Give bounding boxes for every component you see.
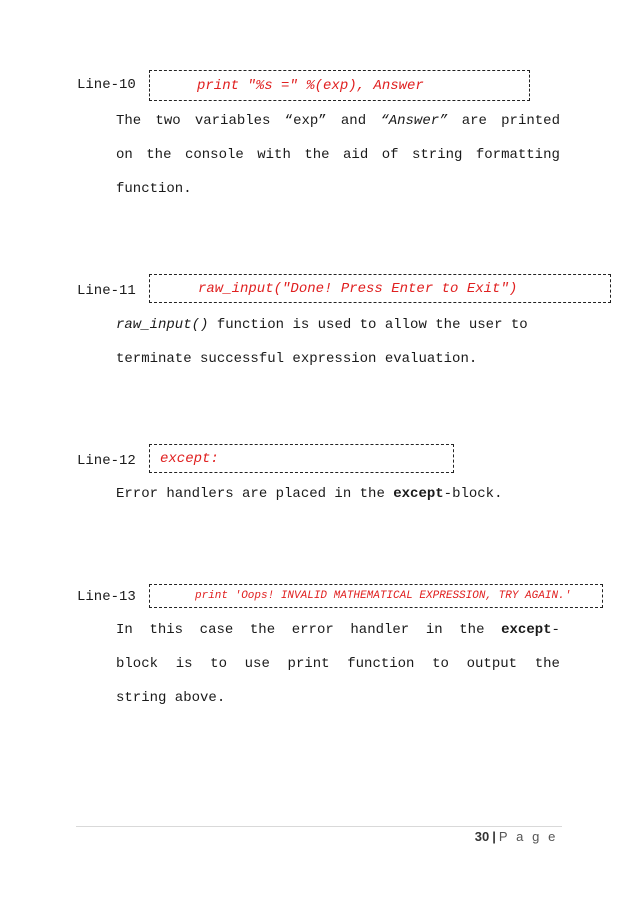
line-11-code: raw_input("Done! Press Enter to Exit") bbox=[198, 280, 518, 297]
line-11-code-box bbox=[149, 274, 611, 303]
line-10-code-box bbox=[149, 70, 530, 101]
line-11-label: Line-11 bbox=[77, 283, 136, 299]
line-13-text-1: In this case the error handler in the except- bbox=[116, 622, 560, 638]
line-12-label: Line-12 bbox=[77, 453, 136, 469]
raw-input-code: raw_input() bbox=[116, 317, 209, 333]
line-13-label: Line-13 bbox=[77, 589, 136, 605]
line-10-text-3: function. bbox=[116, 181, 192, 197]
line-11-text-1: raw_input() function is used to allow the user to bbox=[116, 317, 528, 333]
page-number: 30 bbox=[474, 829, 490, 844]
line-12-code: except: bbox=[160, 450, 219, 467]
line-10-code: print "%s =" %(exp), Answer bbox=[197, 77, 424, 94]
page-word: P a g e bbox=[498, 829, 558, 844]
footer-separator: | bbox=[492, 829, 496, 844]
line-12-text: Error handlers are placed in the except-block. bbox=[116, 486, 503, 502]
footer-divider bbox=[76, 826, 562, 827]
line-11-text-2: terminate successful expression evaluation. bbox=[116, 351, 478, 367]
line-10-text-2: on the console with the aid of string formatting bbox=[116, 147, 560, 163]
page-footer bbox=[475, 829, 558, 844]
line-13-code-box bbox=[149, 584, 603, 608]
line-13-text-3: string above. bbox=[116, 690, 226, 706]
line-13-code: print 'Oops! INVALID MATHEMATICAL EXPRESSION, TRY AGAIN.' bbox=[195, 590, 572, 602]
line-12-code-box bbox=[149, 444, 454, 473]
line-10-text-1: The two variables “exp” and “Answer” are printed bbox=[116, 113, 560, 129]
line-13-text-2: block is to use print function to output the bbox=[116, 656, 560, 672]
line-10-label: Line-10 bbox=[77, 77, 136, 93]
